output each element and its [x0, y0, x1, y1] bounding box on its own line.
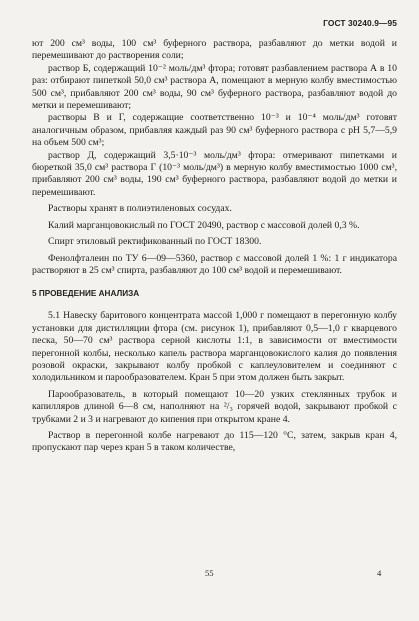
paragraph: Фенолфталеин по ТУ 6—09—5360, раствор с массовой долей 1 %: 1 г индикатора растворяют в 25 см³ спирта, разбавляют до 100 см³ водой и перемешивают.	[32, 252, 397, 276]
paragraph: раствор Д, содержащий 3,5·10⁻³ моль/дм³ фтора: отмеривают пипетками и бюреткой 35,0 см³ раствора Г (10⁻³ моль/дм³) в мерную колбу вместимостью 1000 см³, прибавляют 200 см³ воды, 190 см³ буферного раствора, разбавляют водой до метки и перемешивают.	[32, 149, 397, 198]
text-block-reagents	[32, 38, 397, 277]
paragraph: раствор Б, содержащий 10⁻² моль/дм³ фтора; готовят разбавлением раствора А в 10 раз: отбирают пипеткой 50,0 см³ раствора А, помещают в мерную колбу вместимостью 500 см³, прибавляют 200 см³ воды, 90 см³ буферного раствора, разбавляют водой до метки и перемешивают;	[32, 62, 397, 112]
page-number: 55	[205, 568, 214, 578]
paragraph: ют 200 см³ воды, 100 см³ буферного раствора, разбавляют до метки водой и перемешивают до растворения соли;	[32, 38, 397, 62]
text-block-analysis	[32, 310, 397, 454]
sheet-number: 4	[377, 568, 382, 578]
paragraph: 5.1 Навеску баритового концентрата массой 1,000 г помещают в перегонную колбу установки для дистилляции фтора (см. рисунок 1), прибавляют 0,5—1,0 г кварцевого песка, 50—70 см³ раствора серной кислоты 1:1, в зависимости от вместимости перегонной колбы, несколько капель раствора марганцовокислого калия до появления розовой окраски, закрывают колбу пробкой с каплеуловителем и соединяют с холодильником и парообразователем. Кран 5 при этом должен быть закрыт.	[32, 310, 397, 384]
paragraph: растворы В и Г, содержащие соответственно 10⁻³ и 10⁻⁴ моль/дм³ готовят аналогичным образом, прибавляя каждый раз 90 см³ буферного раствора с рН 5,7—5,9 на объем 500 см³;	[32, 112, 397, 149]
section-title: 5 ПРОВЕДЕНИЕ АНАЛИЗА	[32, 289, 140, 299]
document-code-header: ГОСТ 30240.9—95	[323, 18, 397, 28]
paragraph: Растворы хранят в полиэтиленовых сосудах.	[48, 203, 232, 215]
paragraph: Калий марганцовокислый по ГОСТ 20490, раствор с массовой долей 0,3 %.	[48, 219, 360, 231]
paragraph: Раствор в перегонной колбе нагревают до 115—120 °С, затем, закрыв кран 4, пропускают пар через кран 5 в таком количестве,	[32, 429, 397, 454]
paragraph: Парообразователь, в который помещают 10—20 узких стеклянных трубок и капилляров длиной 6—8 см, наполняют на ²/₃ горячей водой, закрывают пробкой с трубками 2 и 3 и нагревают до кипения при открытом кране 4.	[32, 388, 397, 425]
paragraph: Спирт этиловый ректификованный по ГОСТ 18300.	[48, 236, 262, 248]
